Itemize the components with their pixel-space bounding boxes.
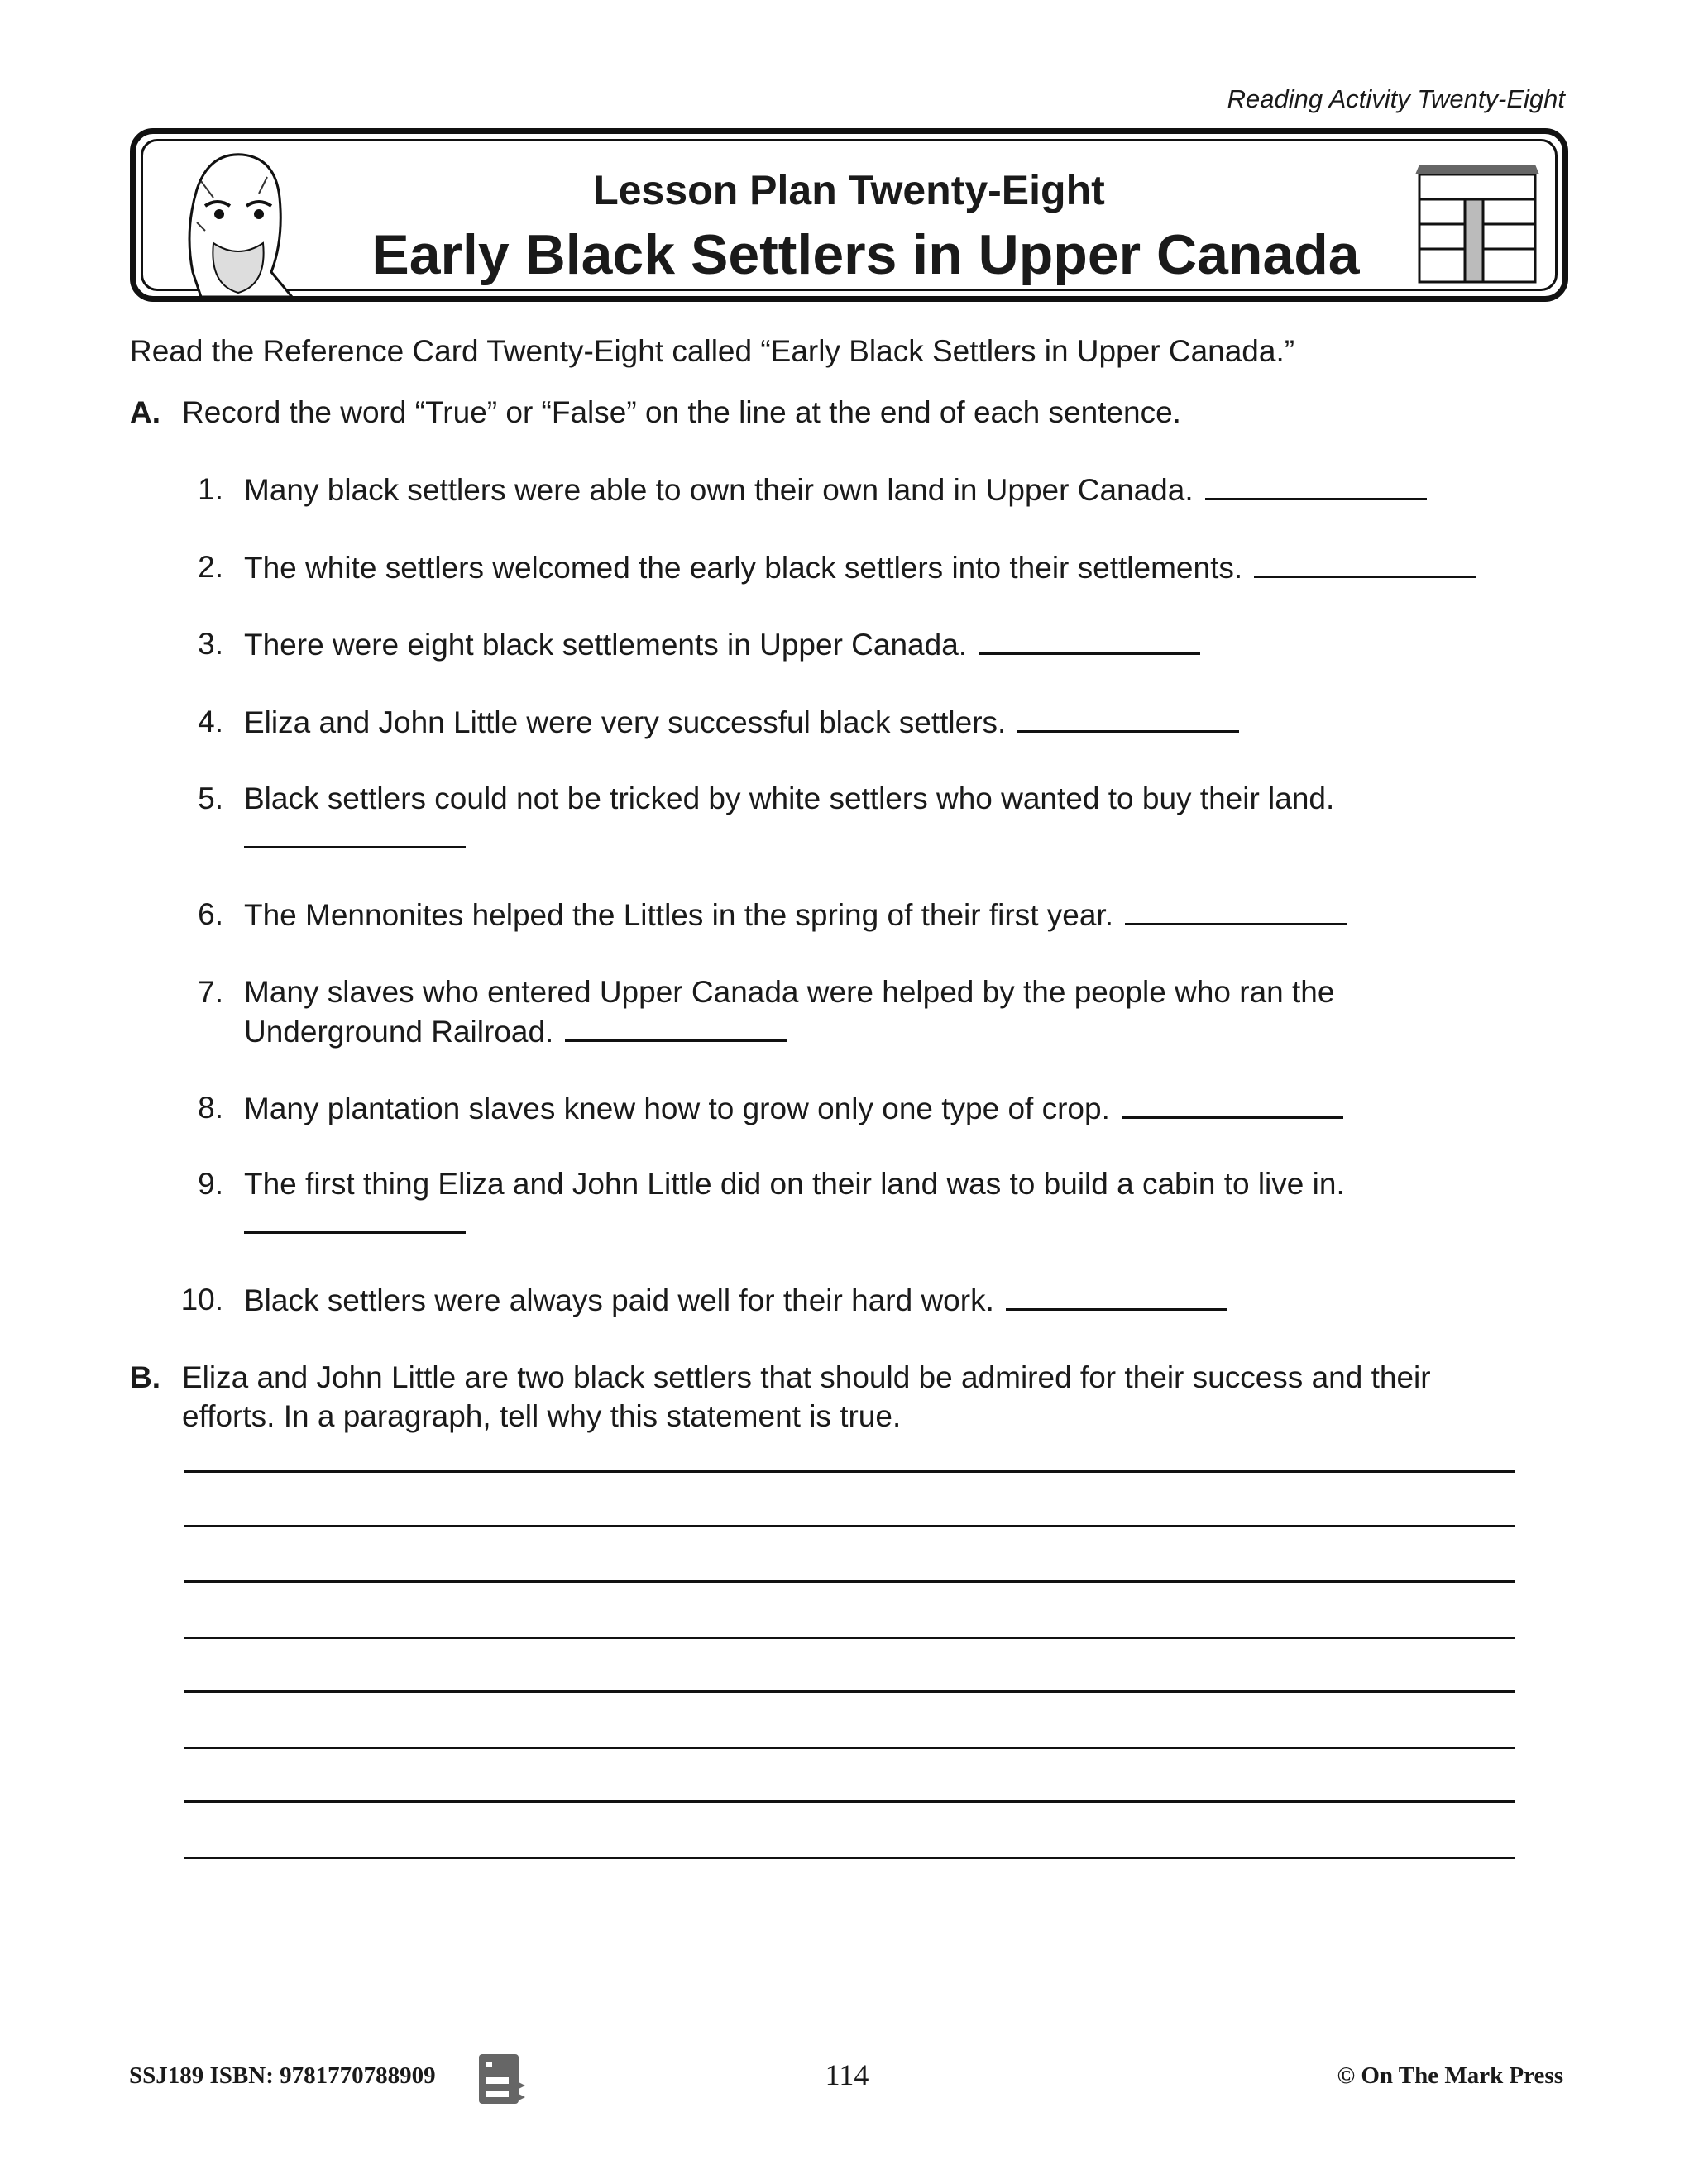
title-banner [130, 128, 1568, 302]
writing-line[interactable] [184, 1637, 1515, 1639]
list-item: Black settlers could not be tricked by white settlers who wanted to buy their land. [244, 779, 1334, 858]
answer-line[interactable] [244, 1203, 466, 1234]
item-number: 8. [198, 1091, 223, 1125]
item-number: 7. [198, 975, 223, 1009]
footer-isbn: SSJ189 ISBN: 9781770788909 [129, 2062, 436, 2089]
answer-line[interactable] [1017, 702, 1239, 733]
item-number: 3. [198, 627, 223, 661]
item-number: 1. [198, 472, 223, 506]
answer-line[interactable] [1122, 1088, 1343, 1119]
page-number: 114 [825, 2058, 869, 2091]
section-a-instruction: Record the word “True” or “False” on the line at the end of each sentence. [182, 395, 1181, 429]
section-a-letter: A. [130, 395, 160, 429]
list-item: There were eight black settlements in Upper Canada. [244, 624, 1200, 664]
item-number: 6. [198, 897, 223, 931]
list-item: Many black settlers were able to own their own land in Upper Canada. [244, 470, 1427, 509]
answer-line[interactable] [1006, 1280, 1227, 1311]
list-item: Black settlers were always paid well for their hard work. [244, 1280, 1227, 1320]
item-number: 5. [198, 781, 223, 815]
item-number: 10. [180, 1283, 223, 1317]
list-item: Many plantation slaves knew how to grow only one type of crop. [244, 1088, 1343, 1128]
answer-line[interactable] [1205, 470, 1427, 500]
writing-line[interactable] [184, 1690, 1515, 1693]
writing-line[interactable] [184, 1580, 1515, 1583]
intro-text: Read the Reference Card Twenty-Eight called “Early Black Settlers in Upper Canada.” [130, 334, 1295, 368]
writing-line[interactable] [184, 1470, 1515, 1473]
list-item: Eliza and John Little were very successful black settlers. [244, 702, 1239, 742]
item-number: 9. [198, 1167, 223, 1201]
list-item: The Mennonites helped the Littles in the spring of their first year. [244, 895, 1347, 934]
writing-line[interactable] [184, 1747, 1515, 1749]
section-b-prompt: Eliza and John Little are two black settlers that should be admired for their success and their efforts. In a paragraph, tell why this statement is true. [182, 1360, 1431, 1433]
list-item: The first thing Eliza and John Little did on their land was to build a cabin to live in. [244, 1164, 1345, 1243]
section-b-letter: B. [130, 1360, 160, 1394]
page-title: Early Black Settlers in Upper Canada [371, 223, 1360, 286]
list-item: Many slaves who entered Upper Canada were helped by the people who ran the Underground Railroad. [244, 975, 1335, 1049]
lesson-subtitle: Lesson Plan Twenty-Eight [593, 167, 1105, 213]
writing-line[interactable] [184, 1857, 1515, 1859]
writing-line[interactable] [184, 1525, 1515, 1527]
writing-line[interactable] [184, 1800, 1515, 1803]
answer-line[interactable] [1125, 895, 1347, 925]
item-number: 2. [198, 550, 223, 584]
answer-line[interactable] [565, 1011, 787, 1042]
answer-line[interactable] [979, 624, 1200, 655]
activity-label: Reading Activity Twenty-Eight [1227, 84, 1565, 113]
footer-publisher: © On The Mark Press [1337, 2062, 1563, 2089]
item-number: 4. [198, 705, 223, 738]
answer-line[interactable] [244, 818, 466, 848]
answer-line[interactable] [1254, 547, 1476, 578]
list-item: The white settlers welcomed the early black settlers into their settlements. [244, 547, 1476, 587]
log-cabin-illustration-icon [1411, 158, 1543, 290]
